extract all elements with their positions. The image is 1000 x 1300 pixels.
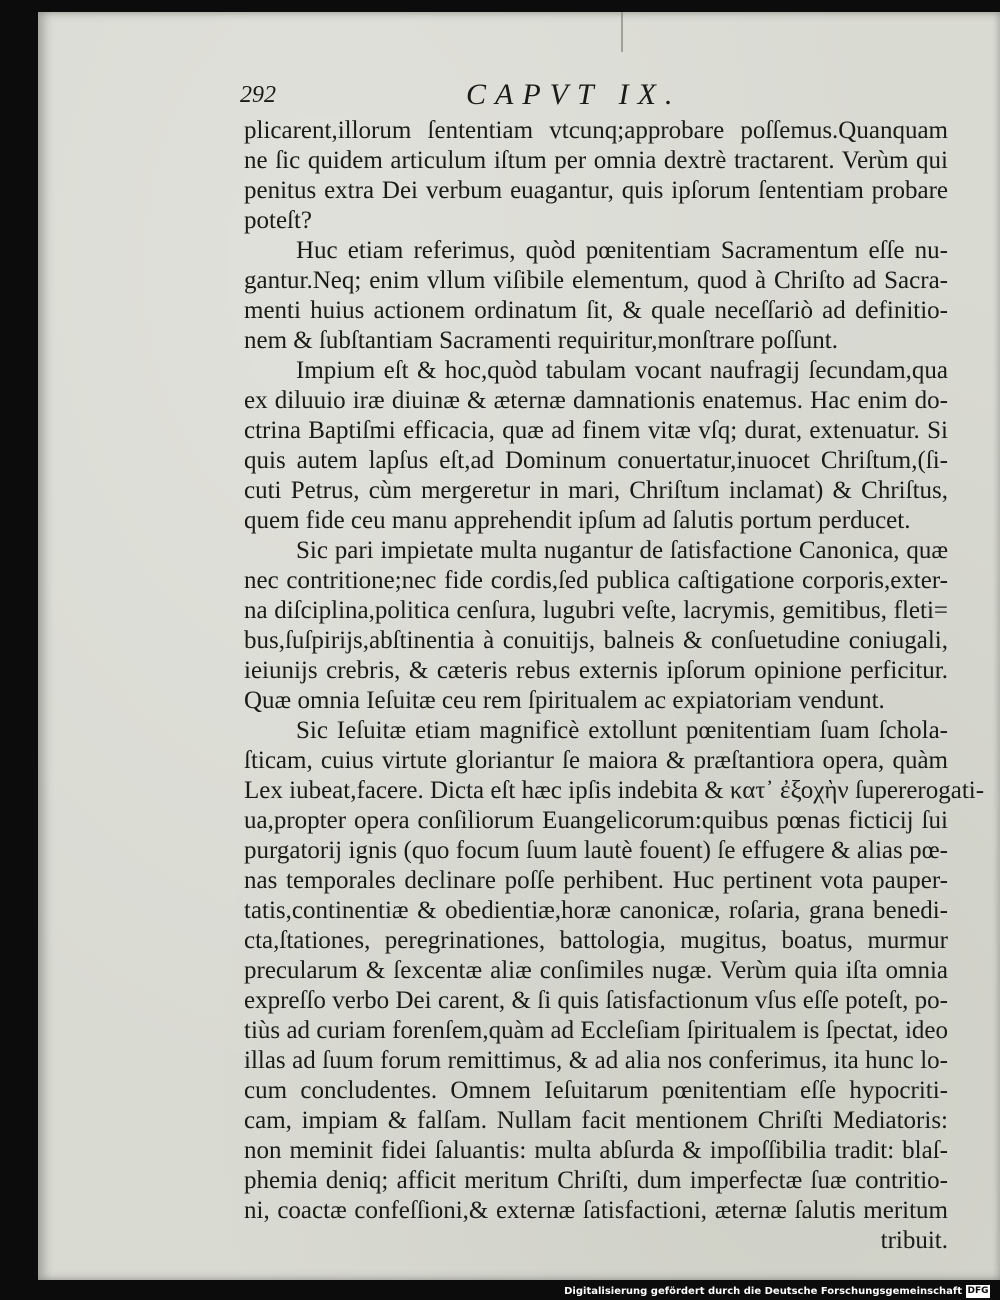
text-line: ctrina Baptiſmi efficacia, quæ ad finem vitæ vſq; durat, extenuatur. Si — [244, 417, 948, 444]
dfg-logo: DFG — [967, 1286, 989, 1296]
text-line: ua,propter opera conſiliorum Euangelicorum:quibus pœnas ficticij ſui — [244, 807, 948, 834]
text-line: illas ad ſuum forum remittimus, & ad alia nos conferimus, ita hunc lo- — [244, 1047, 948, 1074]
text-line: poteſt? — [244, 207, 313, 234]
text-line: cta,ſtationes, peregrinationes, battologia, mugitus, boatus, murmur — [244, 927, 948, 954]
text-line: phemia deniq; afficit meritum Chriſti, dum imperfectæ ſuæ contritio- — [244, 1167, 948, 1194]
text-line: tiùs ad curiam forenſem,quàm ad Eccleſiam ſpiritualem is ſpectat, ideo — [244, 1017, 948, 1044]
text-line: penitus extra Dei verbum euagantur, quis ipſorum ſententiam probare — [244, 177, 948, 204]
text-line: precularum & ſexcentæ aliæ conſimiles nugæ. Verùm quia iſta omnia — [244, 957, 948, 984]
paper-tear — [621, 12, 623, 52]
text-line: ſticam, cuius virtute gloriantur ſe maiora & præſtantiora opera, quàm — [244, 747, 948, 774]
text-line: non meminit fidei ſaluantis: multa abſurda & impoſſibilia tradit: blaſ- — [244, 1137, 948, 1164]
text-line: Lex iubeat,facere. Dicta eſt hæc ipſis indebita & κατ᾽ ἐξοχὴν ſupererogati- — [244, 777, 985, 804]
text-line: Quæ omnia Ieſuitæ ceu rem ſpiritualem ac expiatoriam vendunt. — [244, 687, 885, 714]
text-line: cum concludentes. Omnem Ieſuitarum pœnitentiam eſſe hypocriti- — [244, 1077, 948, 1104]
text-line: cuti Petrus, cùm mergeretur in mari, Chriſtum inclamat) & Chriſtus, — [244, 477, 948, 504]
text-line: plicarent,illorum ſententiam vtcunq;approbare poſſemus.Quanquam — [244, 117, 948, 144]
text-line: nas temporales declinare poſſe perhibent. Huc pertinent vota pauper- — [244, 867, 948, 894]
closing-word-line: tribuit. — [880, 1227, 948, 1254]
text-line: purgatorij ignis (quo focum ſuum lautè fouent) ſe effugere & alias pœ- — [244, 837, 948, 864]
text-line: expreſſo verbo Dei carent, & ſi quis ſatisfactionum vſus eſſe poteſt, po- — [244, 987, 948, 1014]
paragraph-start-line: Huc etiam referimus, quòd pœnitentiam Sacramentum eſſe nu- — [296, 237, 948, 264]
text-line: ni, coactæ confeſſioni,& externæ ſatisfactioni, æternæ ſalutis meritum — [244, 1197, 948, 1224]
text-line: ieiunijs crebris, & cæteris rebus externis ipſorum opinione perficitur. — [244, 657, 948, 684]
text-line: ne ſic quidem articulum iſtum per omnia dextrè tractarent. Verùm qui — [244, 147, 948, 174]
text-line: tatis,continentiæ & obedientiæ,horæ canonicæ, roſaria, grana benedi- — [244, 897, 948, 924]
text-line: ex diluuio iræ diuinæ & æternæ damnationis enatemus. Hac enim do- — [244, 387, 948, 414]
paragraph-start-line: Impium eſt & hoc,quòd tabulam vocant naufragij ſecundam,qua — [296, 357, 948, 384]
text-line: nec contritione;nec fide cordis,ſed publica caſtigatione corporis,exter- — [244, 567, 948, 594]
page-number: 292 — [240, 82, 276, 108]
running-title: CAPVT IX. — [466, 78, 682, 111]
body-text — [244, 116, 985, 1256]
text-line: quem fide ceu manu apprehendit ipſum ad ſalutis portum perducet. — [244, 507, 911, 534]
text-line: nem & ſubſtantiam Sacramenti requiritur,monſtrare poſſunt. — [244, 327, 838, 354]
text-line: bus,ſuſpirijs,abſtinentia à conuitijs, balneis & conſuetudine coniugali, — [244, 627, 948, 654]
paragraph-start-line: Sic pari impietate multa nugantur de ſatisfactione Canonica, quæ — [296, 537, 948, 564]
text-line: quis autem lapſus eſt,ad Dominum conuertatur,inuocet Chriſtum,(ſi- — [244, 447, 948, 474]
paragraph-start-line: Sic Ieſuitæ etiam magnificè extollunt pœnitentiam ſuam ſchola- — [296, 717, 948, 744]
text-line: na diſciplina,politica cenſura, lugubri veſte, lacrymis, gemitibus, fleti= — [244, 597, 948, 624]
text-line: menti huius actionem ordinatum ſit, & quale neceſſariò ad definitio- — [244, 297, 948, 324]
page-header — [240, 78, 960, 114]
digitization-credit: Digitalisierung gefördert durch die Deutsche Forschungsgemeinschaft — [564, 1286, 962, 1297]
text-line: gantur.Neq; enim vllum viſibile elementum, quod à Chriſto ad Sacra- — [244, 267, 948, 294]
text-line: cam, impiam & falſam. Nullam facit mentionem Chriſti Mediatoris: — [244, 1107, 948, 1134]
